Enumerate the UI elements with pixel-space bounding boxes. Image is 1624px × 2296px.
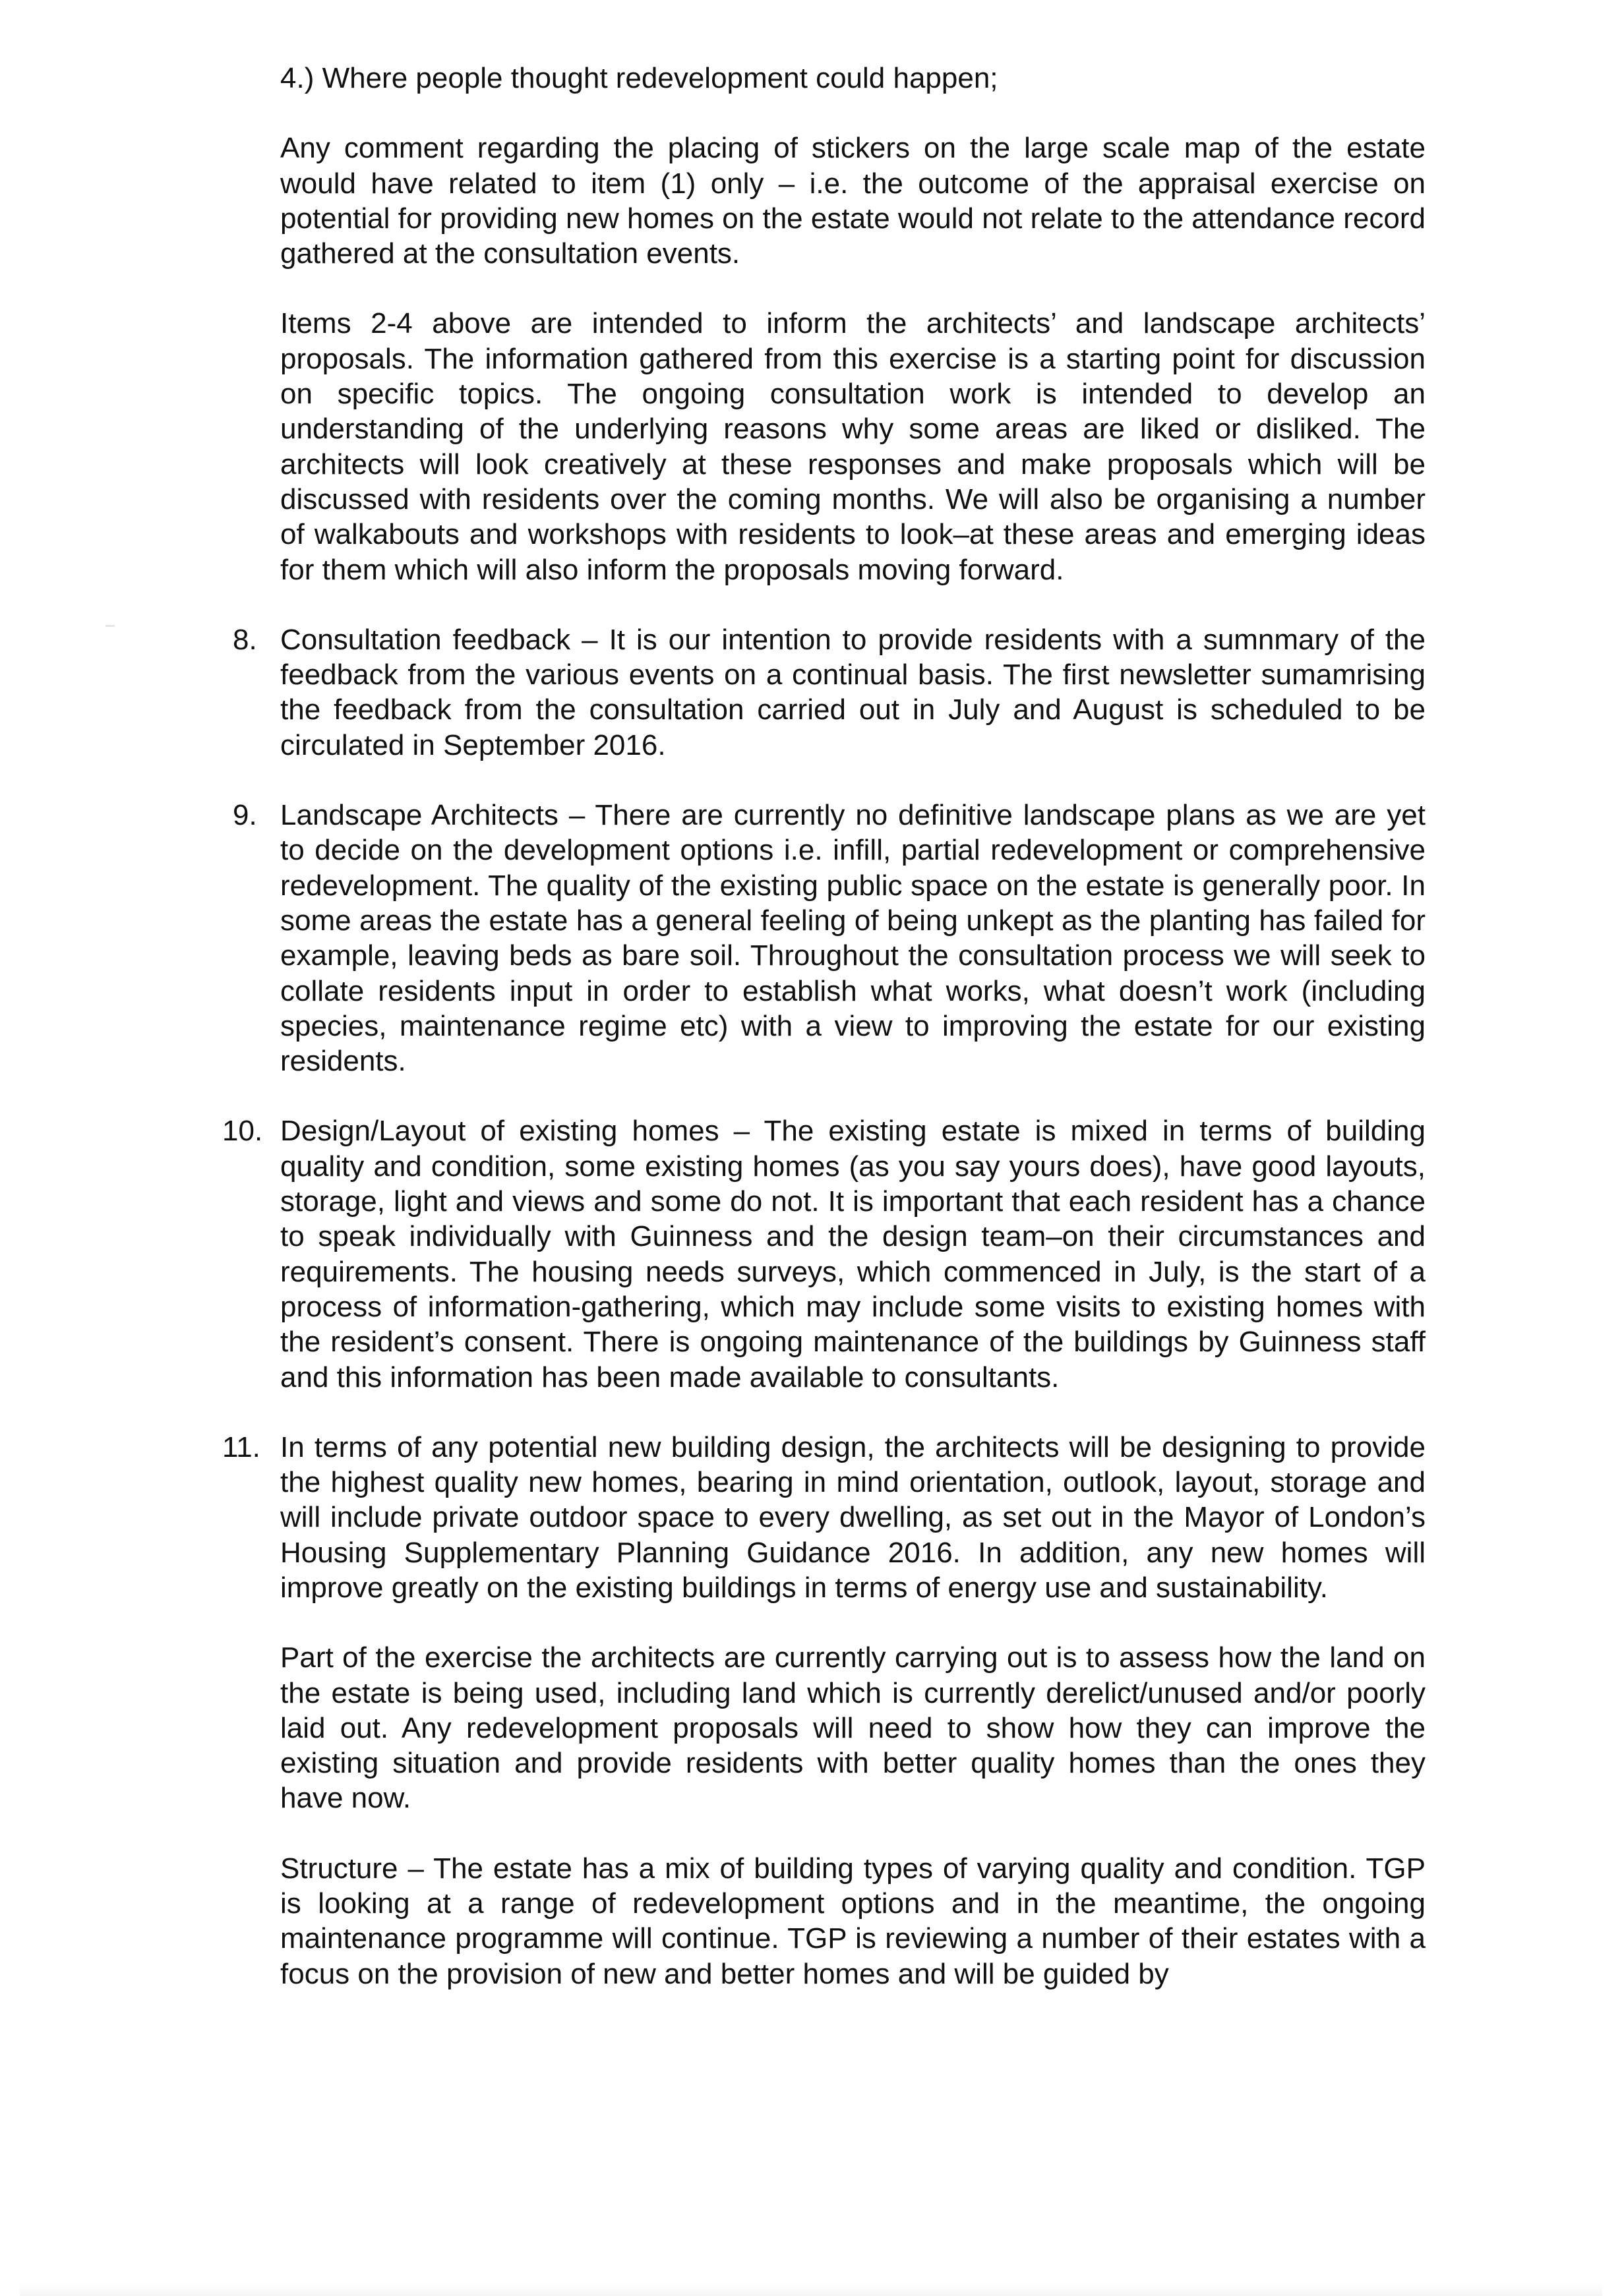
paragraph-stickers-map: Any comment regarding the placing of stickers on the large scale map of the estate would have related to item (1) only – i.e. the outcome of the appraisal exercise on potential for providing new homes on the estate would not relate to the attendance record gathered at the consultation events. (280, 132, 1426, 270)
scan-speck (105, 625, 115, 627)
item-number: 10. (222, 1115, 263, 1148)
numbered-item-10 (222, 1113, 1426, 1394)
scan-edge-artifact (20, 2284, 1602, 2296)
item-text-landscape-architects: Landscape Architects – There are currently no definitive landscape plans as we are yet to decide on the development options i.e. infill, partial redevelopment or comprehensive redevelopment. The quality of the existing public space on the estate is generally poor. In some areas the estate has a general feeling of being unkept as the planting has failed for example, leaving beds as bare soil. Throughout the consultation process we will seek to collate residents input in order to establish what works, what doesn’t work (including species, maintenance regime etc) with a view to improving the estate for our existing residents. (280, 799, 1426, 1078)
item-number: 9. (233, 799, 257, 832)
item-number: 11. (222, 1430, 260, 1463)
item-number: 8. (233, 623, 257, 656)
paragraph-structure: Structure – The estate has a mix of building types of varying quality and condition. TGP is looking at a range of redevelopment options and in the meantime, the ongoing maintenance programme will continue. TGP is reviewing a number of their estates with a focus on the provision of new and better homes and will be guided by (280, 1852, 1426, 1990)
document-body (222, 61, 1426, 2026)
item-text-design-layout: Design/Layout of existing homes – The existing estate is mixed in terms of building quality and condition, some existing homes (as you say yours does), have good layouts, storage, light and views and some do not. It is important that each resident has a chance to speak individually with Guinness and the design team–on their circumstances and requirements. The housing needs surveys, which commenced in July, is the start of a process of information-gathering, which may include some visits to existing homes with the resident’s consent. There is ongoing maintenance of the buildings by Guinness staff and this information has been made available to consultants. (280, 1115, 1426, 1394)
numbered-item-11 (222, 1430, 1426, 1605)
numbered-item-8 (233, 622, 1426, 763)
paragraph-items-2-4: Items 2-4 above are intended to inform the architects’ and landscape architects’ proposals. The information gathered from this exercise is a starting point for discussion on specific topics. The ongoing consultation work is intended to develop an understanding of the underlying reasons why some areas are liked or disliked. The architects will look creatively at these responses and make proposals which will be discussed with residents over the coming months. We will also be organising a number of walkabouts and workshops with residents to look–at these areas and emerging ideas for them which will also inform the proposals moving forward. (280, 307, 1426, 586)
paragraph-land-use: Part of the exercise the architects are currently carrying out is to assess how the land on the estate is being used, including land which is currently derelict/unused and/or poorly laid out. Any redevelopment proposals will need to show how they can improve the existing situation and provide residents with better quality homes than the ones they have now. (280, 1641, 1426, 1815)
numbered-item-9 (233, 798, 1426, 1078)
intro-item-4: 4.) Where people thought redevelopment could happen; (280, 62, 998, 94)
item-text-new-building-design: In terms of any potential new building design, the architects will be designing to provide the highest quality new homes, bearing in mind orientation, outlook, layout, storage and will include private outdoor space to every dwelling, as set out in the Mayor of London’s Housing Supplementary Planning Guidance 2016. In addition, any new homes will improve greatly on the existing buildings in terms of energy use and sustainability. (280, 1430, 1426, 1604)
item-text-consultation-feedback: Consultation feedback – It is our intention to provide residents with a sumnmary of the feedback from the various events on a continual basis. The first newsletter sumamrising the feedback from the consultation carried out in July and August is scheduled to be circulated in September 2016. (280, 623, 1426, 761)
